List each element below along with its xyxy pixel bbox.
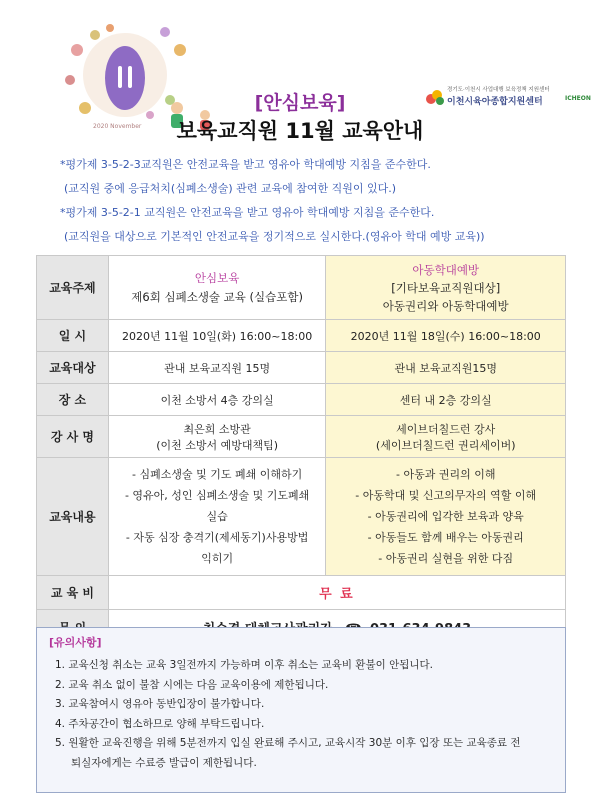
- header: [0, 0, 600, 150]
- education-table: [36, 255, 566, 646]
- subject-a-category: 안심보육: [194, 271, 240, 285]
- lecturer-b-affiliation: (세이브더칠드런 권리세이버): [375, 438, 516, 452]
- place-b: 센터 내 2층 강의실: [326, 384, 566, 416]
- caution-item: 1. 교육신청 취소는 교육 3일전까지 가능하며 이후 취소는 교육비 환불이 안됩니다.: [55, 659, 433, 671]
- subject-b-target: [기타보육교직원대상]: [391, 280, 501, 295]
- list-item: - 아동권리에 입각한 보육과 양육: [367, 510, 524, 523]
- evaluation-notes: [60, 153, 580, 249]
- list-item: - 아동과 권리의 이해: [395, 468, 496, 481]
- content-b: [326, 458, 566, 576]
- lecturer-a-affiliation: (이천 소방서 예방대책팀): [156, 438, 279, 452]
- caution-box: [36, 627, 566, 793]
- logo-badge: ICHEON: [565, 95, 591, 102]
- lecturer-b-name: 세이브더칠드런 강사: [396, 422, 496, 436]
- caution-item-continued: 퇴실자에게는 수료증 발급이 제한됩니다.: [71, 756, 257, 769]
- logo-text: 이천시육아종합지원센터: [447, 97, 543, 107]
- label-content: 교육내용: [37, 458, 109, 576]
- datetime-a: 2020년 11월 10일(화) 16:00~18:00: [108, 320, 326, 352]
- note-line: *평가제 3-5-2-1 교직원은 안전교육을 받고 영유아 학대예방 지침을 준수한다.: [60, 206, 435, 219]
- subject-b-category: 아동학대예방: [412, 262, 480, 277]
- list-item: 실습: [206, 510, 228, 523]
- lecturer-a-name: 최은희 소방관: [183, 422, 251, 436]
- label-target: 교육대상: [37, 352, 109, 384]
- label-subject: 교육주제: [37, 256, 109, 320]
- caution-item: 3. 교육참여시 영유아 동반입장이 불가합니다.: [55, 698, 265, 710]
- fee-value: 무 료: [108, 576, 565, 610]
- deco-year-text: 2020 November: [93, 123, 142, 130]
- list-item: - 영유아, 성인 심폐소생술 및 기도폐쇄: [124, 489, 310, 502]
- subject-b: [326, 256, 566, 320]
- caution-item: 5. 원활한 교육진행을 위해 5분전까지 입실 완료해 주시고, 교육시작 30분 이후 입장 또는 교육종료 전: [55, 737, 521, 749]
- list-item: - 아동권리 실현을 위한 다짐: [378, 552, 514, 565]
- datetime-b: 2020년 11월 18일(수) 16:00~18:00: [326, 320, 566, 352]
- lecturer-a: [108, 416, 326, 458]
- label-fee: 교 육 비: [37, 576, 109, 610]
- list-item: - 심폐소생술 및 기도 폐쇄 이해하기: [132, 468, 303, 481]
- list-item: - 아동학대 및 신고의무자의 역할 이해: [355, 489, 537, 502]
- subject-a: [108, 256, 326, 320]
- note-line: (교직원을 대상으로 기본적인 안전교육을 정기적으로 실시한다.(영유아 학대 예방 교육)): [64, 230, 485, 243]
- page-title: 보육교직원 11월 교육안내: [176, 119, 424, 143]
- target-b: 관내 보육교직원15명: [326, 352, 566, 384]
- note-line: (교직원 중에 응급처치(심폐소생술) 관련 교육에 참여한 직원이 있다.): [64, 182, 397, 195]
- content-a: [108, 458, 326, 576]
- list-item: - 아동들도 함께 배우는 아동권리: [367, 531, 524, 544]
- title-category: [안심보육]: [254, 92, 346, 114]
- logo-subtext: 경기도·이천시 사업대행 보육정책 지원센터: [447, 87, 550, 93]
- place-a: 이천 소방서 4층 강의실: [108, 384, 326, 416]
- caution-title: [유의사항]: [49, 636, 102, 649]
- list-item: - 자동 심장 충격기(제세동기)사용방법: [125, 531, 309, 544]
- caution-item: 2. 교육 취소 없이 불참 시에는 다음 교육이용에 제한됩니다.: [55, 678, 329, 691]
- subject-b-title: 아동권리와 아동학대예방: [382, 298, 509, 313]
- lecturer-b: [326, 416, 566, 458]
- label-lecturer: 강 사 명: [37, 416, 109, 458]
- caution-item: 4. 주차공간이 협소하므로 양해 부탁드립니다.: [55, 717, 265, 730]
- note-line: *평가제 3-5-2-3교직원은 안전교육을 받고 영유아 학대예방 지침을 준수한다.: [60, 158, 431, 171]
- target-a: 관내 보육교직원 15명: [108, 352, 326, 384]
- subject-a-title: 제6회 심폐소생술 교육 (실습포함): [131, 290, 303, 304]
- label-datetime: 일 시: [37, 320, 109, 352]
- label-place: 장 소: [37, 384, 109, 416]
- list-item: 익히기: [201, 552, 234, 565]
